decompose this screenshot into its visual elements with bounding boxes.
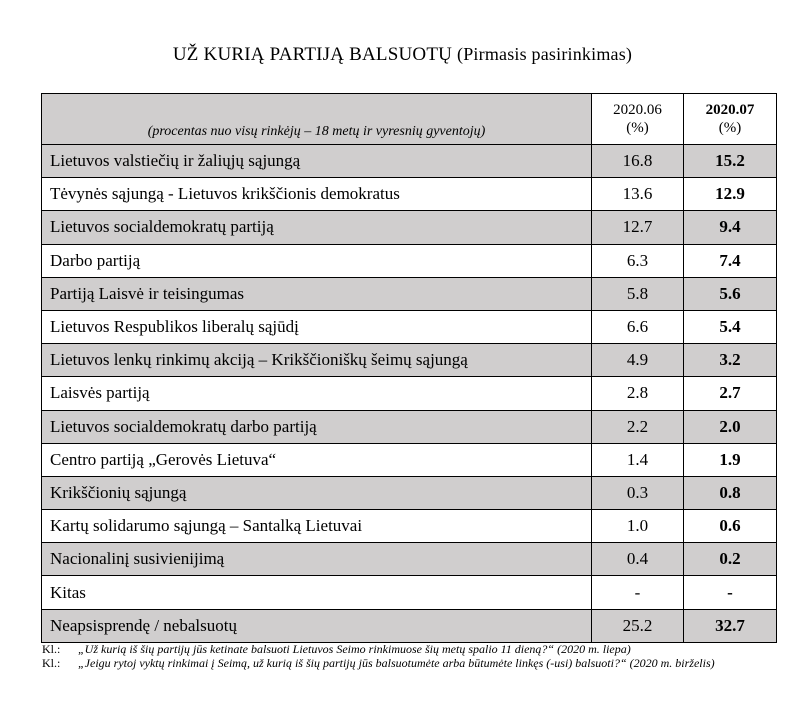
value-2020-07-cell: 0.6 [684, 510, 777, 543]
value-2020-07-cell: 1.9 [684, 443, 777, 476]
title-main: UŽ KURIĄ PARTIJĄ BALSUOTŲ [172, 44, 453, 65]
party-name-cell: Laisvės partiją [42, 377, 592, 410]
party-name-cell: Centro partiją „Gerovės Lietuva“ [42, 443, 592, 476]
footnote [42, 656, 782, 670]
footnotes [42, 642, 782, 670]
value-2020-06-cell: 2.2 [592, 410, 684, 443]
party-name-cell: Tėvynės sąjungą - Lietuvos krikščionis demokratus [42, 178, 592, 211]
party-name-cell: Darbo partiją [42, 244, 592, 277]
column-header-2020-07-label: 2020.07 [705, 102, 755, 118]
value-2020-06-cell: 5.8 [592, 277, 684, 310]
value-2020-06-cell: 13.6 [592, 178, 684, 211]
value-2020-06-cell: 0.4 [592, 543, 684, 576]
footnote-label: Kl.: [42, 656, 61, 670]
value-2020-07-cell: 5.6 [684, 277, 777, 310]
party-name-cell: Kartų solidarumo sąjungą – Santalką Lietuvai [42, 510, 592, 543]
value-2020-06-cell: 1.0 [592, 510, 684, 543]
results-table [41, 93, 777, 643]
table-row [42, 244, 777, 277]
value-2020-06-cell: 6.6 [592, 310, 684, 343]
party-name-cell: Lietuvos lenkų rinkimų akciją – Krikščioniškų šeimų sąjungą [42, 344, 592, 377]
value-2020-06-cell: 0.3 [592, 476, 684, 509]
table-row [42, 609, 777, 642]
value-2020-07-cell: 15.2 [684, 145, 777, 178]
column-header-2020-06 [592, 94, 684, 145]
value-2020-06-cell: 4.9 [592, 344, 684, 377]
value-2020-06-cell: 16.8 [592, 145, 684, 178]
party-name-cell: Nacionalinį susivienijimą [42, 543, 592, 576]
value-2020-06-cell: 1.4 [592, 443, 684, 476]
value-2020-07-cell: 0.2 [684, 543, 777, 576]
page-title [0, 44, 805, 66]
party-name-cell: Neapsisprendę / nebalsuotų [42, 609, 592, 642]
table-row [42, 543, 777, 576]
value-2020-07-cell: 7.4 [684, 244, 777, 277]
title-subtitle: (Pirmasis pasirinkimas) [457, 44, 633, 64]
value-2020-07-cell: 3.2 [684, 344, 777, 377]
value-2020-07-cell: - [684, 576, 777, 609]
value-2020-07-cell: 2.7 [684, 377, 777, 410]
footnote-text: „Už kurią iš šių partijų jūs ketinate balsuoti Lietuvos Seimo rinkimuose šių metų spalio 11 dieną?“ (2020 m. liepa) [78, 642, 631, 656]
value-2020-06-cell: 6.3 [592, 244, 684, 277]
table-row [42, 344, 777, 377]
value-2020-07-cell: 9.4 [684, 211, 777, 244]
footnote-text: „Jeigu rytoj vyktų rinkimai į Seimą, už kurią iš šių partijų jūs balsuotumėte arba būtumėte linkęs (-usi) balsuoti?“ (2020 m. birželis) [78, 656, 715, 670]
column-header-2020-07 [684, 94, 777, 145]
table-row [42, 510, 777, 543]
column-header-2020-06-label: 2020.06 [613, 102, 662, 118]
footnote-label: Kl.: [42, 642, 61, 656]
value-2020-07-cell: 12.9 [684, 178, 777, 211]
table-row [42, 145, 777, 178]
table-row [42, 410, 777, 443]
party-name-cell: Kitas [42, 576, 592, 609]
value-2020-07-cell: 32.7 [684, 609, 777, 642]
party-name-cell: Lietuvos Respublikos liberalų sąjūdį [42, 310, 592, 343]
party-name-cell: Krikščionių sąjungą [42, 476, 592, 509]
table-row [42, 211, 777, 244]
table-row [42, 443, 777, 476]
party-name-cell: Lietuvos socialdemokratų partiją [42, 211, 592, 244]
table-description: (procentas nuo visų rinkėjų – 18 metų ir vyresnių gyventojų) [42, 94, 592, 145]
footnote [42, 642, 782, 656]
value-2020-07-cell: 0.8 [684, 476, 777, 509]
column-header-2020-06-unit: (%) [626, 120, 649, 136]
table-row [42, 310, 777, 343]
value-2020-06-cell: 25.2 [592, 609, 684, 642]
value-2020-07-cell: 2.0 [684, 410, 777, 443]
table-header-row [42, 94, 777, 145]
table-row [42, 476, 777, 509]
value-2020-06-cell: - [592, 576, 684, 609]
party-name-cell: Lietuvos valstiečių ir žaliųjų sąjungą [42, 145, 592, 178]
table-row [42, 576, 777, 609]
table-row [42, 277, 777, 310]
party-name-cell: Partiją Laisvė ir teisingumas [42, 277, 592, 310]
party-name-cell: Lietuvos socialdemokratų darbo partiją [42, 410, 592, 443]
table-row [42, 377, 777, 410]
value-2020-06-cell: 12.7 [592, 211, 684, 244]
column-header-2020-07-unit: (%) [718, 120, 742, 136]
table-row [42, 178, 777, 211]
value-2020-06-cell: 2.8 [592, 377, 684, 410]
value-2020-07-cell: 5.4 [684, 310, 777, 343]
